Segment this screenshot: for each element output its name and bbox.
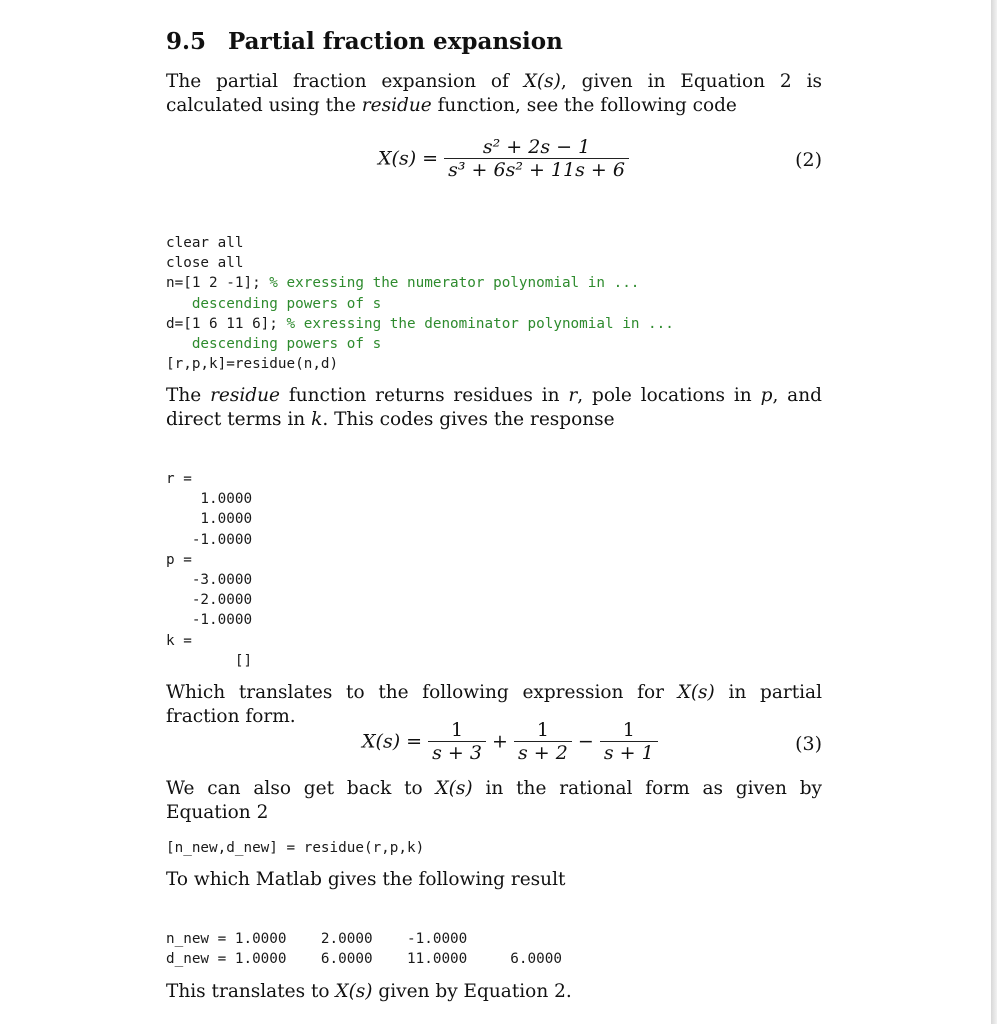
- code-line: [166, 314, 674, 334]
- code-line: clear all: [166, 235, 244, 251]
- output-value: -3.0000: [166, 572, 253, 589]
- code-statement: n=[1 2 -1];: [166, 275, 270, 292]
- eq3-term2-num: 1: [536, 719, 549, 741]
- eq3-lhs: X(s) =: [362, 730, 423, 753]
- eq3-op2: −: [577, 730, 594, 753]
- residue-paragraph: [166, 384, 822, 432]
- output-value: -2.0000: [166, 592, 253, 609]
- p6-text-a: This translates to: [166, 981, 336, 1002]
- p6-text-b: given by Equation 2.: [372, 981, 572, 1002]
- eq3-term2-den: s + 2: [514, 741, 572, 764]
- code-statement: d=[1 6 11 6];: [166, 315, 287, 332]
- eq2-fraction: [444, 136, 629, 181]
- code-comment: % exressing the numerator polynomial in ...: [269, 275, 640, 292]
- output-line: n_new = 1.0000 2.0000 -1.0000: [166, 931, 468, 947]
- code-line: [n_new,d_new] = residue(r,p,k): [166, 840, 425, 856]
- p2-text-d: , and direct terms in: [166, 385, 822, 430]
- code-comment: % exressing the denominator polynomial in ...: [286, 315, 674, 332]
- rational-form-paragraph: [166, 777, 822, 825]
- code-comment: descending powers of s: [166, 336, 382, 353]
- section-heading: [166, 28, 563, 55]
- intro-text-a: The partial fraction expansion of: [166, 71, 524, 92]
- output-label: k =: [166, 632, 192, 649]
- eq2-number: (2): [795, 149, 822, 171]
- code-block-1: [166, 233, 674, 374]
- closing-paragraph: [166, 980, 822, 1004]
- p3-xs: X(s): [677, 682, 715, 703]
- eq3-term3: [600, 719, 658, 764]
- p2-text-a: The: [166, 385, 211, 406]
- p2-text-c: , pole locations in: [577, 385, 761, 406]
- output-block-2: [166, 929, 562, 969]
- eq2-lhs: X(s) =: [378, 147, 439, 170]
- equation-2: [166, 136, 822, 190]
- intro-func-name: residue: [361, 95, 432, 116]
- code-line: close all: [166, 255, 244, 272]
- p5-text: To which Matlab gives the following result: [166, 869, 566, 890]
- eq2-denominator: s³ + 6s² + 11s + 6: [444, 158, 629, 181]
- output-value: 1.0000: [166, 491, 253, 508]
- equation-3: [166, 719, 822, 773]
- output-label: r =: [166, 471, 192, 487]
- p4-text-a: We can also get back to: [166, 778, 436, 799]
- section-number: 9.5: [166, 28, 207, 55]
- matlab-result-paragraph: [166, 868, 822, 892]
- output-value: -1.0000: [166, 612, 253, 629]
- p2-text-e: . This codes gives the response: [322, 409, 615, 430]
- p4-text-b: in the rational form as given by Equation 2: [166, 778, 822, 823]
- code-line: [r,p,k]=residue(n,d): [166, 356, 339, 373]
- intro-paragraph: [166, 70, 822, 118]
- p2-func-name: residue: [210, 385, 280, 406]
- page-edge-shadow: [991, 0, 997, 1024]
- p4-xs: X(s): [435, 778, 473, 799]
- p6-xs: X(s): [335, 981, 373, 1002]
- code-comment: descending powers of s: [166, 295, 382, 312]
- output-block-1: [166, 469, 252, 671]
- eq3-term3-den: s + 1: [600, 741, 658, 764]
- eq3-term1-den: s + 3: [428, 741, 486, 764]
- code-block-2: [166, 838, 424, 858]
- eq2-numerator: s² + 2s − 1: [482, 136, 591, 158]
- p2-text-b: function returns residues in: [280, 385, 569, 406]
- eq3-term1-num: 1: [450, 719, 464, 741]
- intro-xs: X(s): [523, 71, 561, 92]
- output-line: d_new = 1.0000 6.0000 11.0000 6.0000: [166, 951, 562, 968]
- output-label: p =: [166, 551, 192, 568]
- output-value: 1.0000: [166, 511, 253, 528]
- p3-text-a: Which translates to the following expression for: [166, 682, 678, 703]
- eq3-term1: [428, 719, 486, 764]
- intro-text-c: function, see the following code: [431, 95, 737, 116]
- section-title: Partial fraction expansion: [228, 28, 563, 55]
- eq3-term3-num: 1: [622, 719, 635, 741]
- p3-text-b: in partial fraction form.: [166, 682, 822, 727]
- p2-k: k: [311, 409, 323, 430]
- output-value: -1.0000: [166, 531, 253, 548]
- eq3-term2: [514, 719, 572, 764]
- eq3-number: (3): [795, 733, 822, 755]
- eq3-op1: +: [492, 730, 508, 753]
- intro-text-b: , given in Equation 2 is calculated using the: [166, 71, 822, 116]
- p2-p: p: [760, 385, 773, 406]
- output-value: []: [166, 652, 253, 669]
- code-line: [166, 273, 674, 293]
- p2-r: r: [568, 385, 578, 406]
